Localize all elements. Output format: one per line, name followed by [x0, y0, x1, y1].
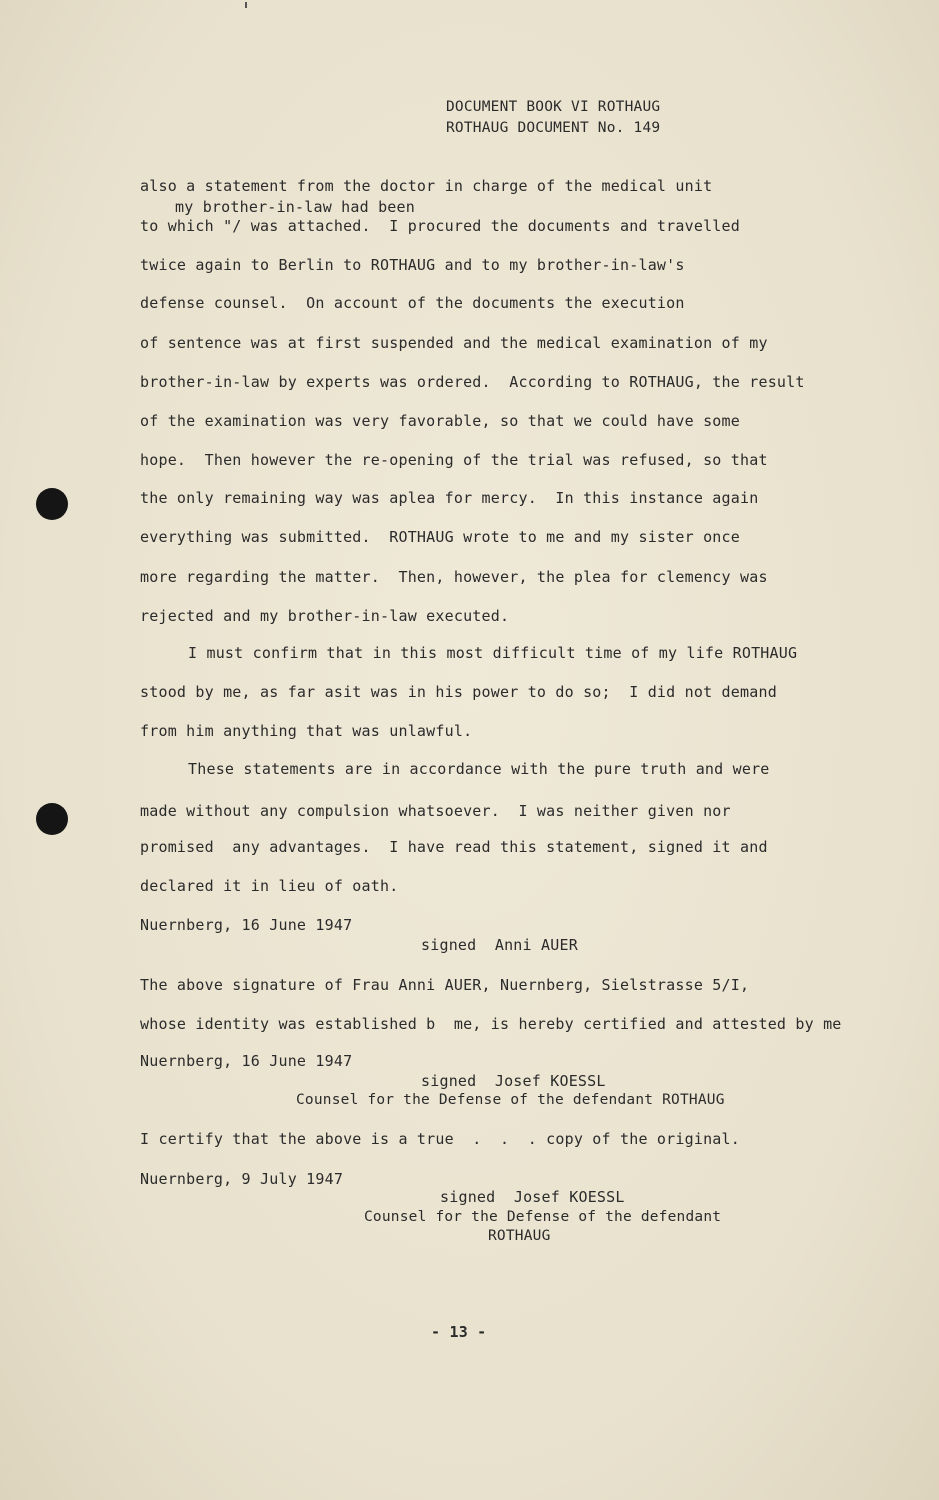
attest-line-1: The above signature of Frau Anni AUER, Nuernberg, Sielstrasse 5/I,: [140, 976, 750, 994]
body-line: made without any compulsion whatsoever. I was neither given nor: [140, 802, 731, 820]
certify-line: I certify that the above is a true . . . copy of the original.: [140, 1130, 740, 1148]
certify-role: Counsel for the Defense of the defendant: [364, 1209, 722, 1225]
body-line: declared it in lieu of oath.: [140, 877, 399, 895]
body-line: rejected and my brother-in-law executed.: [140, 607, 510, 625]
header-line-2: ROTHAUG DOCUMENT No. 149: [446, 120, 661, 136]
body-line: of sentence was at first suspended and the medical examination of my: [140, 334, 768, 352]
certify-place-date: Nuernberg, 9 July 1947: [140, 1170, 344, 1188]
header-line-1: DOCUMENT BOOK VI ROTHAUG: [446, 99, 661, 115]
body-line: from him anything that was unlawful.: [140, 722, 473, 740]
body-line: more regarding the matter. Then, however, the plea for clemency was: [140, 568, 768, 586]
attest-line-2: whose identity was established b me, is hereby certified and attested by me: [140, 1015, 842, 1033]
attest-place-date: Nuernberg, 16 June 1947: [140, 1052, 353, 1070]
body-line: I must confirm that in this most difficult time of my life ROTHAUG: [188, 644, 798, 662]
certify-name: ROTHAUG: [488, 1228, 551, 1244]
body-line: These statements are in accordance with the pure truth and were: [188, 760, 770, 778]
body-line: brother-in-law by experts was ordered. According to ROTHAUG, the result: [140, 373, 805, 391]
body-line: promised any advantages. I have read this statement, signed it and: [140, 838, 768, 856]
body-line: hope. Then however the re-opening of the trial was refused, so that: [140, 451, 768, 469]
attest-signed: signed Josef KOESSL: [421, 1072, 606, 1090]
body-line: everything was submitted. ROTHAUG wrote to me and my sister once: [140, 528, 740, 546]
sig1-place-date: Nuernberg, 16 June 1947: [140, 916, 353, 934]
body-insert: my brother-in-law had been: [175, 198, 415, 216]
body-line: the only remaining way was aplea for mercy. In this instance again: [140, 489, 759, 507]
page-number: - 13 -: [431, 1323, 487, 1341]
body-line: also a statement from the doctor in charge of the medical unit: [140, 177, 713, 195]
certify-signed: signed Josef KOESSL: [440, 1188, 625, 1206]
body-line: stood by me, as far asit was in his power to do so; I did not demand: [140, 683, 777, 701]
sig1-signed: signed Anni AUER: [421, 936, 578, 954]
paper-mark: [245, 2, 247, 8]
attest-role: Counsel for the Defense of the defendant ROTHAUG: [296, 1092, 725, 1108]
body-line: defense counsel. On account of the documents the execution: [140, 294, 685, 312]
body-line: of the examination was very favorable, so that we could have some: [140, 412, 740, 430]
punch-hole-top: [36, 488, 68, 520]
body-line: to which "/ was attached. I procured the documents and travelled: [140, 217, 740, 235]
body-line: twice again to Berlin to ROTHAUG and to my brother-in-law's: [140, 256, 685, 274]
punch-hole-bottom: [36, 803, 68, 835]
